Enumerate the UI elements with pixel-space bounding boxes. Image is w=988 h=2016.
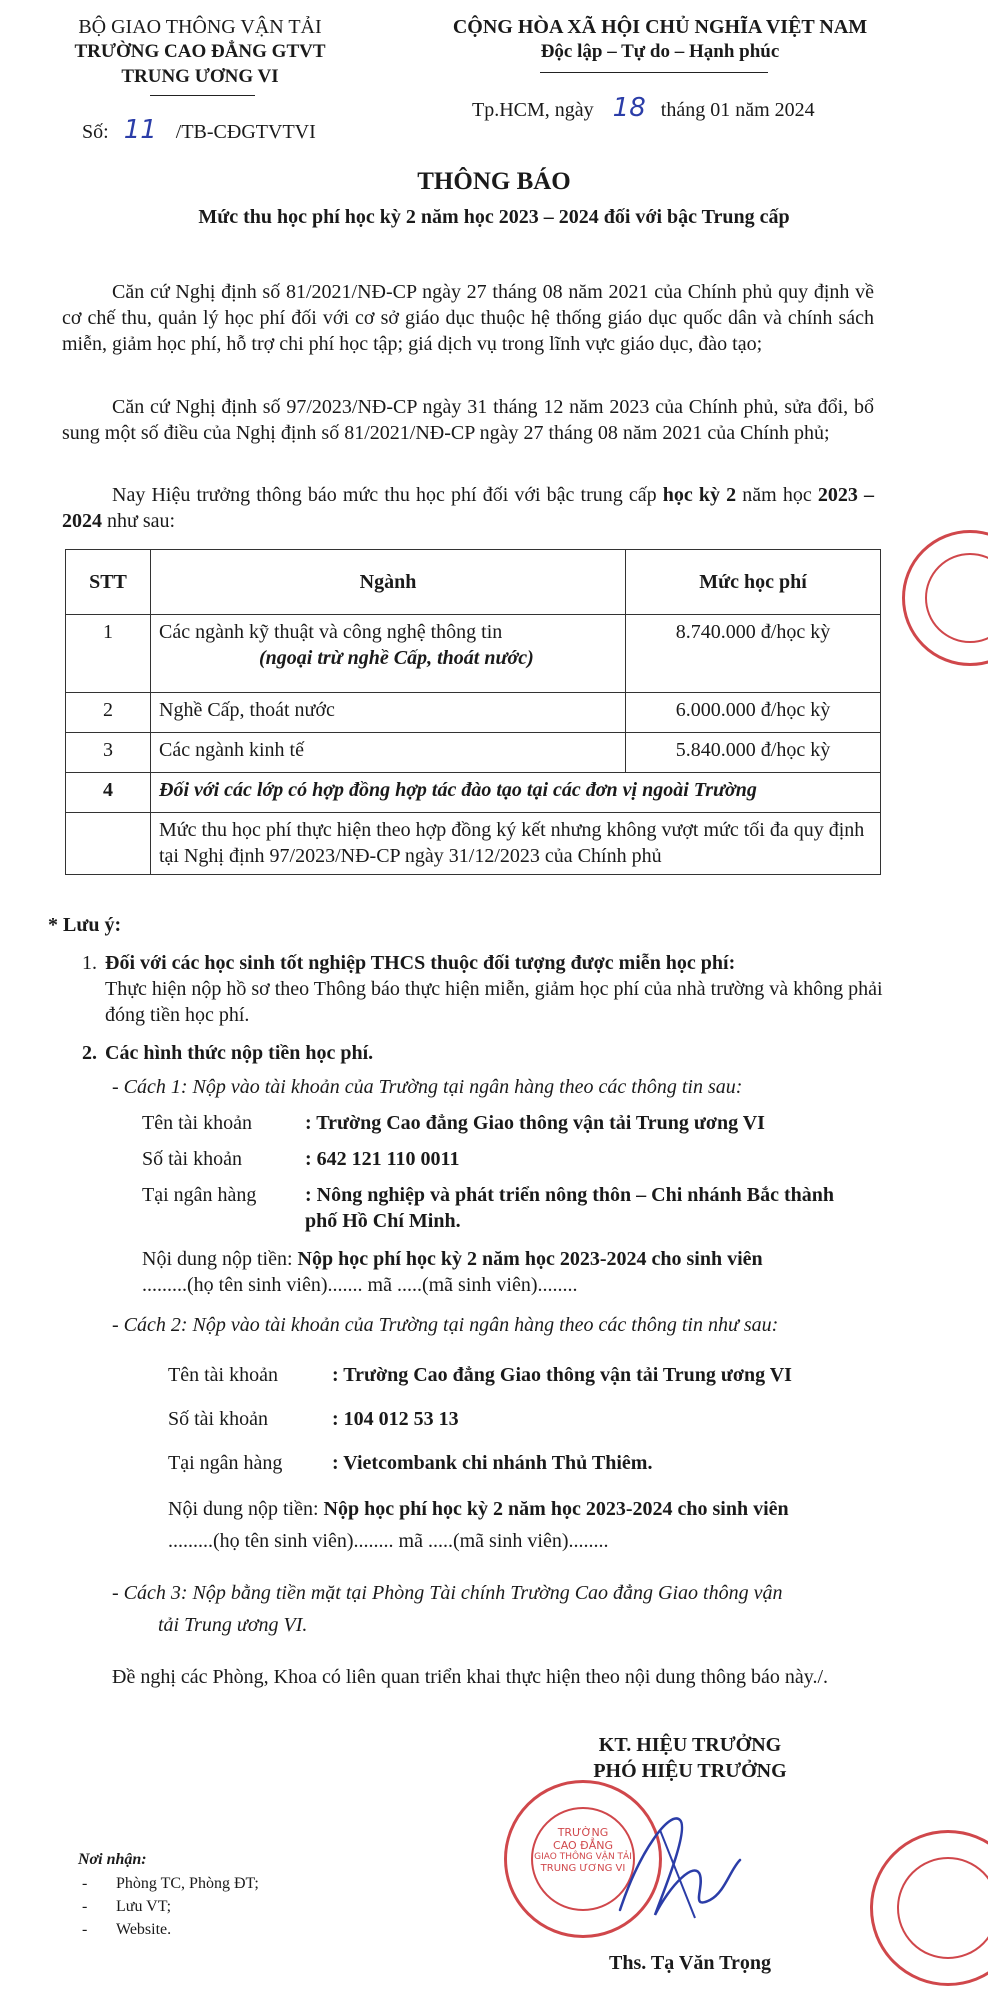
nation-line2: Độc lập – Tự do – Hạnh phúc — [540, 41, 780, 62]
intro-c: năm học — [736, 484, 818, 506]
doc-no-suffix: /TB-CĐGTVTVI — [175, 121, 316, 143]
doc-no-label: Số: — [82, 121, 109, 143]
method3-line1: - Cách 3: Nộp bằng tiền mặt tại Phòng Tài chính Trường Cao đẳng Giao thông vận — [112, 1582, 783, 1604]
recipient-3: Website. — [116, 1921, 172, 1939]
method1-intro: - Cách 1: Nộp vào tài khoản của Trường tại ngân hàng theo các thông tin sau: — [112, 1076, 743, 1098]
doc-title: THÔNG BÁO — [417, 168, 571, 195]
method1-content-value: Nộp học phí học kỳ 2 năm học 2023-2024 cho sinh viên — [297, 1248, 763, 1270]
method1-bank-value: : Nông nghiệp và phát triển nông thôn – Chi nhánh Bắc thành phố Hồ Chí Minh. — [305, 1184, 835, 1232]
method2-acct-label: Số tài khoản — [168, 1408, 268, 1430]
row-nganh — [151, 615, 626, 693]
method2-fill-line: .........(họ tên sinh viên)........ mã .....(mã sinh viên)........ — [168, 1530, 609, 1552]
note-1-bold: Đối với các học sinh tốt nghiệp THCS thuộc đối tượng được miễn học phí: — [105, 952, 736, 974]
list-item: - Lưu VT; — [82, 1898, 172, 1916]
stamp-line1: TRƯỜNG — [557, 1826, 609, 1839]
doc-no-handwritten: 11 — [123, 115, 157, 145]
document-number — [82, 114, 316, 148]
method2-name-value: : Trường Cao đẳng Giao thông vận tải Trung ương VI — [332, 1364, 792, 1386]
method1-content-label: Nội dung nộp tiền: — [142, 1248, 298, 1270]
row-nganh: Mức thu học phí thực hiện theo hợp đồng ký kết nhưng không vượt mức tối đa quy định tại Nghị định 97/2023/NĐ-CP ngày 31/12/2023 của Chính phủ — [151, 813, 881, 875]
date-day-handwritten: 18 — [612, 93, 646, 123]
intro-e: như sau: — [102, 510, 176, 532]
row-stt: 1 — [66, 615, 151, 693]
row-stt: 2 — [66, 693, 151, 733]
basis-paragraph-1: Căn cứ Nghị định số 81/2021/NĐ-CP ngày 27 tháng 08 năm 2021 của Chính phủ quy định về cơ chế thu, quản lý học phí đối với cơ sở giáo dục thuộc hệ thống giáo dục quốc dân và chính sách miễn, giảm học phí, hỗ trợ chi phí học tập; giá dịch vụ trong lĩnh vực giáo dục, đào tạo; — [62, 281, 874, 355]
basis-paragraph-2: Căn cứ Nghị định số 97/2023/NĐ-CP ngày 31 tháng 12 năm 2023 của Chính phủ, sửa đổi, bổ sung một số điều của Nghị định số 81/2021/NĐ-CP ngày 27 tháng 08 năm 2021 của Chính phủ; — [62, 396, 874, 444]
method2-content — [168, 1496, 888, 1522]
row-nganh: Nghề Cấp, thoát nước — [151, 693, 626, 733]
fee-table-header — [66, 550, 881, 615]
org-line1: BỘ GIAO THÔNG VẬN TẢI — [78, 16, 322, 38]
header-fee: Mức học phí — [626, 550, 881, 615]
note-2-bold: Các hình thức nộp tiền học phí. — [105, 1042, 374, 1064]
intro-a: Nay Hiệu trưởng thông báo mức thu học phí đối với bậc trung cấp — [112, 484, 663, 506]
method1-acct-value: : 642 121 110 0011 — [305, 1148, 460, 1170]
table-row — [66, 773, 881, 813]
nation-header — [410, 14, 910, 65]
list-item: - Website. — [82, 1921, 172, 1939]
row-fee: 5.840.000 đ/học kỳ — [626, 733, 881, 773]
date-suffix: tháng 01 năm 2024 — [660, 99, 815, 121]
method1-fill-line: .........(họ tên sinh viên)....... mã .....(mã sinh viên)........ — [142, 1274, 578, 1296]
method2-acct-value: : 104 012 53 13 — [332, 1408, 459, 1430]
stamp-line4: TRUNG ƯƠNG VI — [540, 1862, 626, 1874]
note-1-number: 1. — [82, 952, 97, 974]
row-nganh: Đối với các lớp có hợp đồng hợp tác đào tạo tại các đơn vị ngoài Trường — [151, 773, 881, 813]
method2-content-value: Nộp học phí học kỳ 2 năm học 2023-2024 cho sinh viên — [323, 1498, 789, 1520]
closing-request: Đề nghị các Phòng, Khoa có liên quan triển khai thực hiện theo nội dung thông báo này./. — [112, 1666, 829, 1688]
table-row — [66, 813, 881, 875]
method1-name-label: Tên tài khoản — [142, 1112, 252, 1134]
signature-title-1: KT. HIỆU TRƯỞNG — [598, 1734, 782, 1756]
signer-name: Ths. Tạ Văn Trọng — [609, 1952, 771, 1974]
header-nganh: Ngành — [151, 550, 626, 615]
method3-line2: tải Trung ương VI. — [158, 1614, 308, 1636]
table-row — [66, 615, 881, 693]
org-line2: TRƯỜNG CAO ĐẲNG GTVT — [74, 41, 326, 62]
method1-acct-label: Số tài khoản — [142, 1148, 242, 1170]
row-fee: 8.740.000 đ/học kỳ — [626, 615, 881, 693]
recipient-1: Phòng TC, Phòng ĐT; — [116, 1875, 259, 1892]
method2-intro: - Cách 2: Nộp vào tài khoản của Trường tại ngân hàng theo các thông tin như sau: — [112, 1314, 779, 1336]
table-row — [66, 693, 881, 733]
intro-paragraph — [62, 482, 874, 534]
method1-bank-label: Tại ngân hàng — [142, 1184, 257, 1206]
row-nganh-text: Các ngành kỹ thuật và công nghệ thông tin — [159, 621, 503, 643]
org-line3: TRUNG ƯƠNG VI — [121, 65, 279, 87]
list-item: - Phòng TC, Phòng ĐT; — [82, 1875, 259, 1892]
method2-bank-label: Tại ngân hàng — [168, 1452, 283, 1474]
partial-stamp-top — [902, 530, 988, 666]
stamp-line2: CAO ĐẲNG — [553, 1838, 613, 1852]
row-nganh: Các ngành kinh tế — [151, 733, 626, 773]
handwritten-signature — [600, 1790, 750, 1940]
org-header — [30, 14, 370, 89]
date-prefix: Tp.HCM, ngày — [472, 99, 594, 121]
doc-subtitle: Mức thu học phí học kỳ 2 năm học 2023 – 2024 đối với bậc Trung cấp — [198, 206, 790, 228]
intro-b: học kỳ 2 — [662, 484, 737, 506]
header-stt: STT — [66, 550, 151, 615]
note-1 — [105, 950, 885, 1028]
recipient-2: Lưu VT; — [116, 1898, 172, 1916]
method2-name-label: Tên tài khoản — [168, 1364, 278, 1386]
table-row — [66, 733, 881, 773]
document-date — [472, 92, 815, 126]
org-underline — [150, 95, 255, 96]
note-1-text: Thực hiện nộp hồ sơ theo Thông báo thực hiện miễn, giảm học phí của nhà trường và không phải đóng tiền học phí. — [105, 978, 883, 1026]
note-2-number: 2. — [82, 1042, 97, 1064]
row-stt: 3 — [66, 733, 151, 773]
method2-bank-value: : Vietcombank chi nhánh Thủ Thiêm. — [332, 1452, 653, 1474]
notes-heading: * Lưu ý: — [48, 914, 122, 936]
recipients-list — [82, 1872, 259, 1942]
nation-line1: CỘNG HÒA XÃ HỘI CHỦ NGHĨA VIỆT NAM — [452, 16, 868, 38]
partial-stamp-bottom — [870, 1830, 988, 1986]
row-stt — [66, 813, 151, 875]
nation-underline — [540, 72, 768, 73]
signature-title-2: PHÓ HIỆU TRƯỞNG — [593, 1760, 787, 1782]
method2-content-label: Nội dung nộp tiền: — [168, 1498, 324, 1520]
recipients-heading: Nơi nhận: — [78, 1851, 147, 1868]
intro-d: 2023 – 2024 — [62, 484, 875, 532]
method1-content — [142, 1246, 882, 1272]
row-fee: 6.000.000 đ/học kỳ — [626, 693, 881, 733]
method1-name-value: : Trường Cao đẳng Giao thông vận tải Trung ương VI — [305, 1112, 765, 1134]
row-nganh-note: (ngoại trừ nghề Cấp, thoát nước) — [259, 647, 534, 669]
row-stt: 4 — [66, 773, 151, 813]
stamp-line3: GIAO THÔNG VẬN TẢI — [534, 1852, 632, 1863]
fee-table — [65, 549, 881, 875]
